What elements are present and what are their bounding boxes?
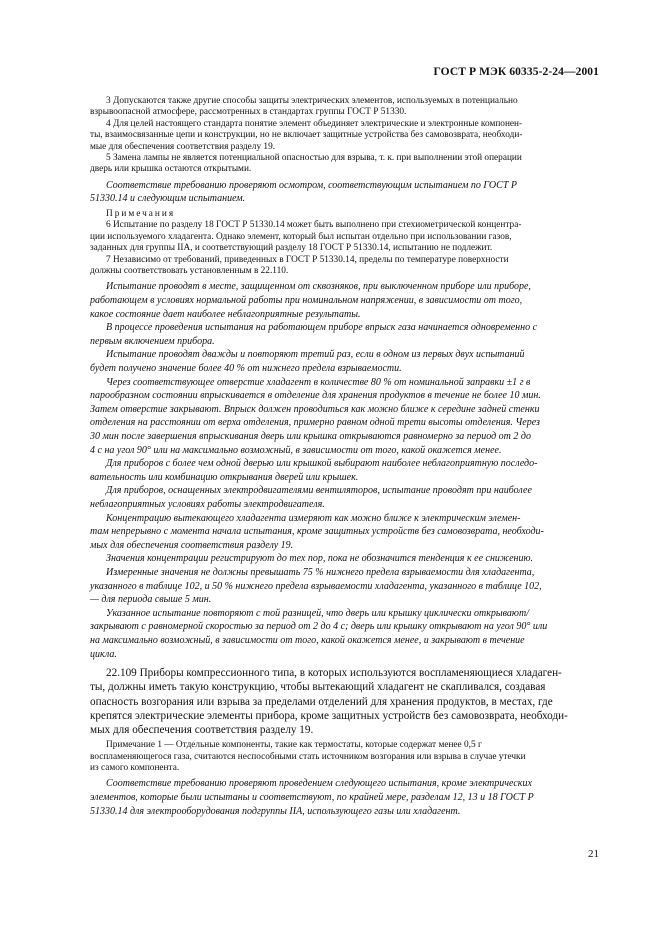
paragraph-concentration-measurement: Концентрацию вытекающего хладагента измеряют как можно ближе к электрическим элемен- там непрерывно с момента начала испытания, кроме защитных устройств без самовозврата, необходи- мых для обеспечения соответствия разделу 19. [90,512,544,551]
paragraph-note-4: 4 Для целей настоящего стандарта понятие элемент объединяет электрические и электронные компонен- ты, взаимосвязанные цепи и конструкции, но не включает защитные устройства без самовозврата, необходи- мые для обеспечения соответствия разделу 19. [90,118,523,152]
paragraph-measured-limits: Измеренные значения не должны превышать 75 % нижнего предела взрываемости для хладагента, указанного в таблице 102, и 50 % нижнего предела взрываемости хладагента, указанного в таблице 102, — для периода свыше 5 мин. [90,566,542,606]
paragraph-note-5: 5 Замена лампы не является потенциальной опасностью для взрыва, т. к. при выполнении этой операции дверь или крышка остаются открытыми. [90,153,522,175]
notes-heading: Примечания [106,209,176,220]
paragraph-note-7: 7 Независимо от требований, приведенных в ГОСТ Р 51330.14, пределы по температуре поверхности должны соответствовать установленным в 22.110. [90,254,509,277]
paragraph-fan-motors: Для приборов, оснащенных электродвигателями вентиляторов, испытание проводят при наиболее неблагоприятных условиях работы электродвигателя. [90,485,532,510]
paragraph-note-1-thermostats: Примечание 1 — Отдельные компоненты, такие как термостаты, которые содержат менее 0,5 г воспламеняющегося газа, считаются неспособными стать источником возгорания или взрыва в случае утечки из самого компонента. [90,740,526,773]
paragraph-test-repeat: Испытание проводят дважды и повторяют третий раз, если в одном из первых двух испытаний будет получено значение более 40 % от нижнего предела взрываемости. [90,349,525,375]
paragraph-clause-22-109: 22.109 Приборы компрессионного типа, в которых используются воспламеняющиеся хладаген- ты, должны иметь такую конструкцию, чтобы вытекающий хладагент не скапливался, создавая опасность возгорания или взрыва за пределами отделений для хранения продуктов, в местах, где крепятся электрические элементы прибора, кроме защитных устройств без самовозврата, необходи- мых для обеспечения соответствия разделу 19. [90,667,568,736]
paragraph-test-location: Испытание проводят в месте, защищенном от сквозняков, при выключенном приборе или приборе, работающем в условиях нормальной работы при номинальном напряжении, в зависимости от того, какое состояние дает наиболее неблагоприятные результаты. [90,281,531,320]
paragraph-multiple-doors: Для приборов с более чем одной дверью или крышкой выбирают наиболее неблагоприятную последо- вательность или комбинацию открывания дверей или крышек. [90,458,538,483]
paragraph-refrigerant-injection: Через соответствующее отверстие хладагент в количестве 80 % от номинальной заправки ±1 г в парообразном состоянии впрыскивается в отделение для хранения продуктов в течение не более 10 мин. Затем отверстие закрывают. Впрыск должен проводиться как можно ближе к середине задней стенки отделения на расстоянии от верха отделения, примерно равном одной трети высоты отделения. Через 30 мин после завершения впрыскивания дверь или крышка открываются равномерно за период от 2 до 4 с на угол 90° или на максимально возможный, в зависимости от того, какой окажется менее. [90,376,541,456]
paragraph-concentration-recording: Значения концентрации регистрируют до тех пор, пока не обозначится тенденция к ее снижению. [106,553,534,565]
paragraph-note-6: 6 Испытание по разделу 18 ГОСТ Р 51330.14 может быть выполнено при стехиометрической концентра- ции используемого хладагента. Однако элемент, который был испытан отдельно при использовании газов, заданных для группы IIA, и соответствующий разделу 18 ГОСТ Р 51330.14, испытанию не подлежит. [90,220,522,254]
page-number: 21 [588,848,599,860]
paragraph-cyclic-repeat: Указанное испытание повторяют с той разницей, что дверь или крышку циклически открывают/ закрывают с равномерной скоростью за период от 2 до 4 с; дверь или крышку открывают на угол 90° или на максимально возможный, в зависимости от того, какой окажется менее, и закрывают в течение цикла. [90,607,548,660]
paragraph-compliance-check: Соответствие требованию проверяют осмотром, соответствующим испытанием по ГОСТ Р 51330.14 и следующим испытанием. [90,179,517,205]
paragraph-gas-injection-start: В процессе проведения испытания на работающем приборе впрыск газа начинается одновременно с первым включением прибора. [90,322,538,347]
document-code-header: ГОСТ Р МЭК 60335-2-24—2001 [433,66,599,78]
paragraph-following-test: Соответствие требованию проверяют проведением следующего испытания, кроме электрических элементов, которые были испытаны и соответствуют, по крайней мере, разделам 12, 13 и 18 ГОСТ Р 51330.14 для электрооборудования подгруппы IIA, использующего газы или хладагент. [90,778,534,817]
paragraph-note-3: 3 Допускаются также другие способы защиты электрических элементов, используемых в потенциально взрывоопасной атмосфере, рассмотренных в стандартах группы ГОСТ Р 51330. [90,96,518,118]
document-body [90,96,599,818]
